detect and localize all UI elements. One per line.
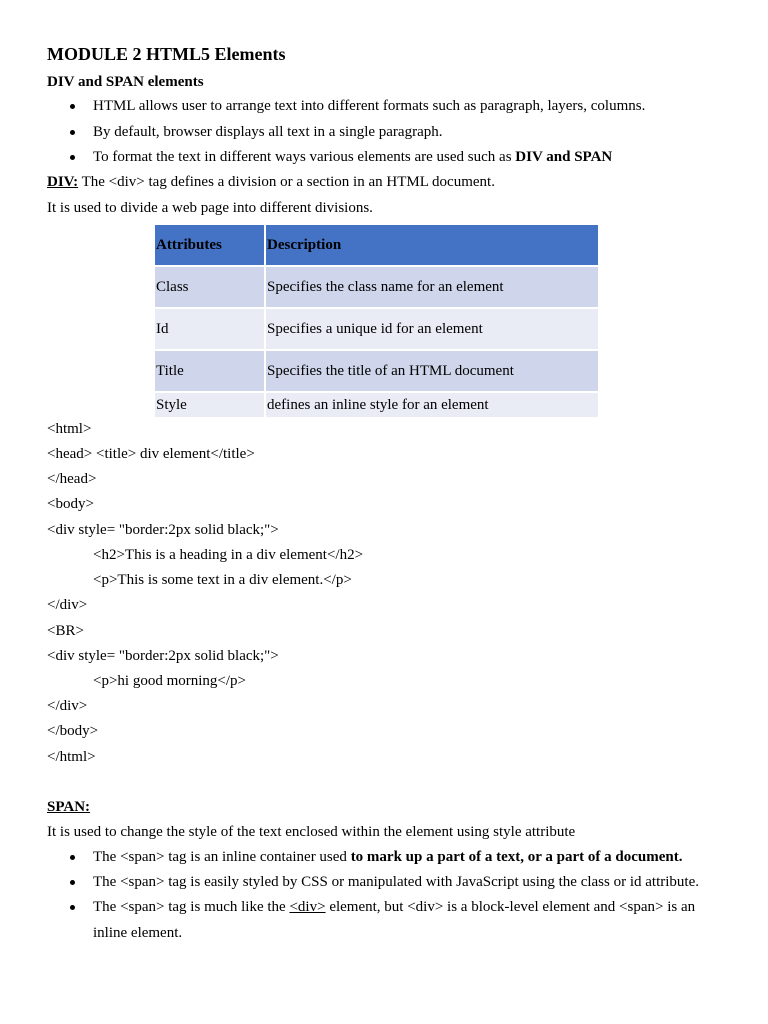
table-header-description: Description [265,225,598,266]
span-bullet-3-pre: The <span> tag is much like the [93,899,290,915]
table-row [155,392,598,418]
table-cell: Specifies the title of an HTML document [265,350,598,392]
code-line: <p>This is some text in a div element.</p> [93,572,352,588]
bullet-dot [70,905,75,910]
table-cell: defines an inline style for an element [265,392,598,418]
intro-bullet-3 [93,147,612,167]
document-title: MODULE 2 HTML5 Elements [47,44,286,64]
span-bullet-2: The <span> tag is easily styled by CSS or manipulated with JavaScript using the class or id attribute. [93,874,699,890]
code-line: </div> [47,597,88,613]
section-subheading: DIV and SPAN elements [47,74,204,90]
span-label: SPAN: [47,799,91,815]
intro-bullet-2: By default, browser displays all text in a single paragraph. [93,124,443,140]
span-bullet-1-bold: to mark up a part of a text, or a part of a document. [350,849,683,865]
span-bullet-3 [93,897,695,917]
code-line: </div> [47,698,88,714]
bullet-dot [70,880,75,885]
table-header-attributes: Attributes [155,225,265,266]
code-line: <BR> [47,623,84,639]
table-cell: Style [155,392,265,418]
code-line: <html> [47,421,92,437]
table-cell: Specifies the class name for an element [265,266,598,308]
table-row [155,266,598,308]
bullet-dot [70,130,75,135]
code-line: </head> [47,471,97,487]
table-row [155,308,598,350]
bullet-dot [70,855,75,860]
code-line: <body> [47,496,94,512]
span-bullet-3-post: element, but <div> is a block-level element and <span> is an [325,899,696,915]
code-line: <head> <title> div element</title> [47,446,255,462]
span-bullet-1 [93,847,682,867]
table-cell: Id [155,308,265,350]
intro-bullet-3-bold: DIV and SPAN [515,149,613,165]
code-line: <h2>This is a heading in a div element</h2> [93,547,364,563]
div-definition [47,172,495,192]
attributes-table [155,225,598,419]
code-line: </body> [47,723,99,739]
span-usage: It is used to change the style of the text enclosed within the element using style attribute [47,824,576,840]
code-line: <div style= "border:2px solid black;"> [47,648,279,664]
span-bullet-3-continuation: inline element. [93,925,183,941]
table-cell: Class [155,266,265,308]
intro-bullet-1: HTML allows user to arrange text into different formats such as paragraph, layers, columns. [93,98,646,114]
code-line: <div style= "border:2px solid black;"> [47,522,279,538]
div-usage: It is used to divide a web page into different divisions. [47,200,373,216]
div-label: DIV: [47,174,79,190]
table-row [155,350,598,392]
table-header-row [155,225,598,266]
intro-bullet-3-text: To format the text in different ways various elements are used such as [93,149,516,165]
table-cell: Specifies a unique id for an element [265,308,598,350]
bullet-dot [70,104,75,109]
code-line: </html> [47,749,96,765]
div-definition-text: The <div> tag defines a division or a section in an HTML document. [78,174,495,190]
code-line: <p>hi good morning</p> [93,673,247,689]
span-bullet-1-text: The <span> tag is an inline container used [93,849,351,865]
bullet-dot [70,155,75,160]
div-link[interactable]: <div> [289,899,326,915]
table-cell: Title [155,350,265,392]
